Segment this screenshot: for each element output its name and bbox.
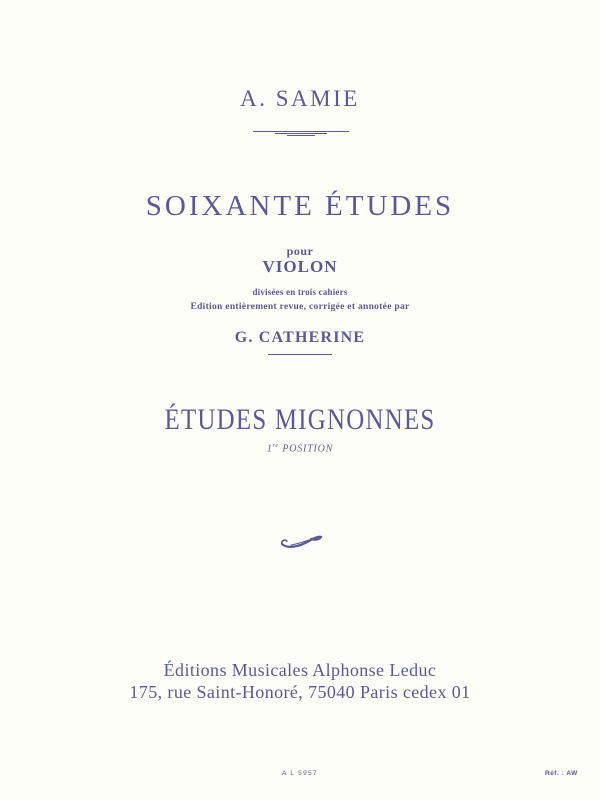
position-ordinal: 1	[266, 443, 273, 455]
position-word: POSITION	[282, 443, 334, 455]
position-label	[0, 443, 600, 454]
editor-name: G. CATHERINE	[234, 329, 366, 346]
publisher-address: 175, rue Saint-Honoré, 75040 Paris cedex 01	[129, 682, 471, 702]
instrument-name: VIOLON	[262, 257, 338, 276]
reference-code: Réf. : AW	[545, 770, 578, 777]
composer-name: A. SAMIE	[240, 86, 360, 111]
work-title: SOIXANTE ÉTUDES	[145, 190, 455, 222]
for-label: pour	[286, 244, 314, 258]
volumes-note: divisées en trois cahiers	[252, 287, 348, 297]
composer-rule-ornament	[253, 130, 349, 138]
publisher-name: Éditions Musicales Alphonse Leduc	[163, 660, 437, 680]
position-ordinal-suffix: re	[272, 443, 280, 449]
volume-subtitle: ÉTUDES MIGNONNES	[164, 403, 436, 436]
flourish-ornament-icon	[279, 532, 323, 550]
editor-rule	[268, 354, 332, 355]
catalog-number: A L 5957	[282, 770, 318, 777]
edition-note: Edition entièrement revue, corrigée et annotée par	[190, 302, 410, 312]
